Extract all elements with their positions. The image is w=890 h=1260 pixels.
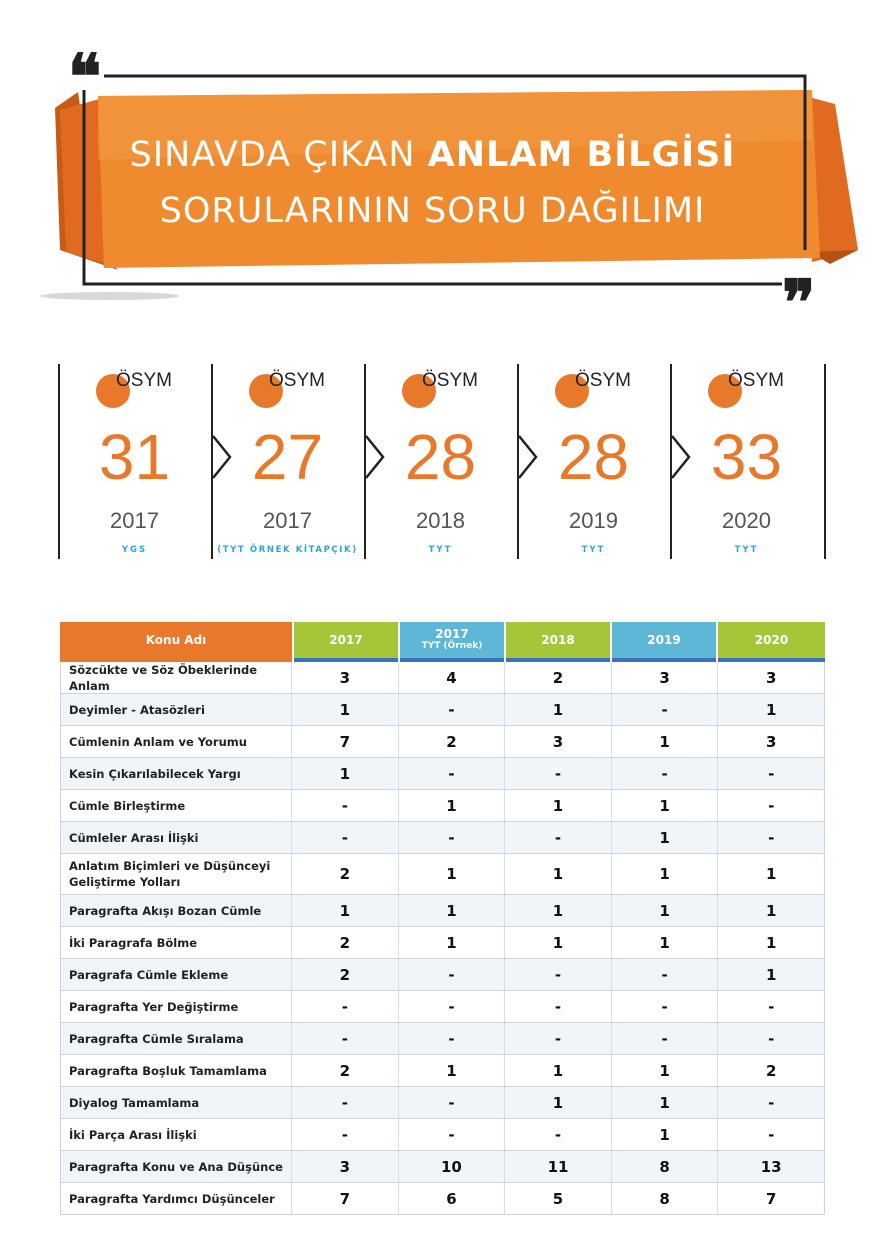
title-banner xyxy=(0,0,890,339)
table-row xyxy=(61,1183,824,1215)
table-row xyxy=(61,1151,824,1183)
question-count-cell: - xyxy=(291,1023,398,1054)
question-count-cell: - xyxy=(291,790,398,821)
question-count-cell: 1 xyxy=(398,790,505,821)
header-sublabel: TYT (Örnek) xyxy=(421,641,483,651)
question-count-cell: 2 xyxy=(291,1055,398,1086)
question-count-cell: - xyxy=(717,991,824,1022)
question-count-cell: - xyxy=(398,1119,505,1150)
table-row xyxy=(61,1055,824,1087)
header-label: 2017 xyxy=(435,627,469,641)
question-count-cell: 1 xyxy=(504,854,611,894)
stat-2020-tyt xyxy=(670,364,823,559)
question-count-cell: 1 xyxy=(611,1087,718,1118)
topic-name: Anlatım Biçimleri ve Düşünceyi Geliştirme Yolları xyxy=(69,859,271,889)
question-count-cell: - xyxy=(611,694,718,725)
question-count-cell: 1 xyxy=(611,1055,718,1086)
table-row xyxy=(61,694,824,726)
stat-number: 33 xyxy=(710,421,783,493)
stat-year: 2018 xyxy=(416,508,465,533)
question-count-cell: 1 xyxy=(611,790,718,821)
question-count-cell: 1 xyxy=(504,927,611,958)
question-count-cell: 2 xyxy=(717,1055,824,1086)
question-count-cell: - xyxy=(717,1119,824,1150)
header-label: 2017 xyxy=(329,633,363,647)
question-count-cell: 7 xyxy=(717,1183,824,1214)
question-count-cell: 10 xyxy=(398,1151,505,1182)
question-count-cell: 3 xyxy=(504,726,611,757)
header-2019 xyxy=(612,622,716,658)
osym-logo xyxy=(402,370,492,410)
osym-logo xyxy=(96,370,186,410)
question-count-cell: - xyxy=(291,1119,398,1150)
question-count-cell: 1 xyxy=(611,927,718,958)
topic-name: Sözcükte ve Söz Öbeklerinde Anlam xyxy=(69,662,258,693)
question-count-cell: - xyxy=(504,822,611,853)
table-row xyxy=(61,758,824,790)
topic-name: Paragrafa Cümle Ekleme xyxy=(69,967,229,982)
stat-year: 2019 xyxy=(569,508,618,533)
header-label: 2018 xyxy=(541,633,575,647)
topic-name: Paragrafta Cümle Sıralama xyxy=(69,1031,244,1046)
osym-logo-label: ÖSYM xyxy=(728,370,784,391)
stat-year: 2017 xyxy=(110,508,159,533)
stat-type: TYT xyxy=(428,545,453,555)
question-count-cell: 2 xyxy=(291,854,398,894)
question-count-cell: - xyxy=(611,959,718,990)
stat-type: (TYT ÖRNEK KİTAPÇIK) xyxy=(217,545,358,555)
banner-title-regular: SINAVDA ÇIKAN xyxy=(129,135,428,175)
question-count-cell: - xyxy=(398,959,505,990)
question-count-cell: 3 xyxy=(611,662,718,693)
osym-logo-label: ÖSYM xyxy=(269,370,325,391)
question-count-cell: - xyxy=(611,1023,718,1054)
question-count-cell: 1 xyxy=(504,895,611,926)
table-row xyxy=(61,822,824,854)
topic-name: İki Parça Arası İlişki xyxy=(69,1127,197,1142)
question-count-cell: - xyxy=(398,991,505,1022)
question-count-cell: - xyxy=(398,758,505,789)
question-count-cell: 1 xyxy=(504,1087,611,1118)
table-row xyxy=(61,991,824,1023)
topic-name: Paragrafta Akışı Bozan Cümle xyxy=(69,903,262,918)
stat-2017-ygs xyxy=(58,364,211,559)
banner-title-bold: ANLAM BİLGİSİ xyxy=(427,135,736,175)
osym-logo xyxy=(708,370,798,410)
question-count-cell: 1 xyxy=(398,927,505,958)
question-count-cell: 2 xyxy=(291,927,398,958)
banner-title xyxy=(60,130,805,242)
question-count-cell: 1 xyxy=(504,790,611,821)
question-count-cell: 5 xyxy=(504,1183,611,1214)
banner-title-line2: SORULARININ SORU DAĞILIMI xyxy=(159,191,706,231)
question-count-cell: - xyxy=(398,1087,505,1118)
close-quote-icon: ❞ xyxy=(782,266,816,339)
table-row xyxy=(61,959,824,991)
question-count-cell: - xyxy=(504,959,611,990)
osym-logo-label: ÖSYM xyxy=(116,370,172,391)
table-row xyxy=(61,662,824,694)
topic-name: İki Paragrafa Bölme xyxy=(69,935,198,950)
question-count-cell: - xyxy=(717,822,824,853)
open-quote-icon: ❝ xyxy=(68,40,102,113)
question-count-cell: 1 xyxy=(291,895,398,926)
header-2020 xyxy=(718,622,825,658)
table-row xyxy=(61,895,824,927)
question-count-cell: - xyxy=(291,822,398,853)
table-row xyxy=(61,927,824,959)
question-count-cell: 3 xyxy=(291,1151,398,1182)
question-count-cell: - xyxy=(504,1119,611,1150)
exam-stats-row xyxy=(58,364,826,559)
question-count-cell: - xyxy=(398,822,505,853)
topic-name: Cümle Birleştirme xyxy=(69,798,186,813)
question-count-cell: 1 xyxy=(611,854,718,894)
question-count-cell: 2 xyxy=(504,662,611,693)
question-count-cell: - xyxy=(717,758,824,789)
question-count-cell: 1 xyxy=(611,726,718,757)
stat-number: 31 xyxy=(98,421,171,493)
stat-type: TYT xyxy=(581,545,606,555)
table-row xyxy=(61,1087,824,1119)
stat-2017-tyt-sample xyxy=(211,364,364,559)
question-count-cell: 4 xyxy=(398,662,505,693)
question-count-cell: - xyxy=(717,1087,824,1118)
table-row xyxy=(61,1119,824,1151)
question-distribution-table xyxy=(60,622,825,1215)
topic-name: Deyimler - Atasözleri xyxy=(69,702,205,717)
question-count-cell: 1 xyxy=(717,694,824,725)
question-count-cell: 2 xyxy=(398,726,505,757)
question-count-cell: 1 xyxy=(398,854,505,894)
question-count-cell: 1 xyxy=(504,694,611,725)
osym-logo xyxy=(249,370,339,410)
question-count-cell: - xyxy=(717,790,824,821)
osym-logo xyxy=(555,370,645,410)
question-count-cell: 1 xyxy=(504,1055,611,1086)
question-count-cell: 1 xyxy=(611,1119,718,1150)
question-count-cell: - xyxy=(611,991,718,1022)
header-2017-tyt-sample xyxy=(400,622,504,658)
stat-type: YGS xyxy=(121,545,148,555)
stat-year: 2017 xyxy=(263,508,312,533)
stat-number: 28 xyxy=(557,421,630,493)
question-count-cell: - xyxy=(611,758,718,789)
table-header xyxy=(60,622,825,662)
question-count-cell: - xyxy=(717,1023,824,1054)
question-count-cell: 1 xyxy=(398,895,505,926)
osym-logo-label: ÖSYM xyxy=(575,370,631,391)
table-row xyxy=(61,726,824,758)
question-count-cell: 1 xyxy=(398,1055,505,1086)
question-count-cell: 3 xyxy=(717,726,824,757)
stat-2018-tyt xyxy=(364,364,517,559)
header-2017 xyxy=(294,622,398,658)
question-count-cell: 13 xyxy=(717,1151,824,1182)
header-label: Konu Adı xyxy=(145,633,207,647)
stat-number: 27 xyxy=(251,421,324,493)
question-count-cell: 6 xyxy=(398,1183,505,1214)
question-count-cell: 7 xyxy=(291,726,398,757)
topic-name: Paragrafta Boşluk Tamamlama xyxy=(69,1063,267,1078)
stat-year: 2020 xyxy=(722,508,771,533)
question-count-cell: - xyxy=(504,758,611,789)
header-label: 2020 xyxy=(754,633,789,647)
question-count-cell: 8 xyxy=(611,1151,718,1182)
question-count-cell: 3 xyxy=(717,662,824,693)
question-count-cell: 1 xyxy=(611,822,718,853)
table-row xyxy=(61,854,824,895)
question-count-cell: - xyxy=(398,694,505,725)
question-count-cell: - xyxy=(398,1023,505,1054)
topic-name: Paragrafta Yardımcı Düşünceler xyxy=(69,1191,275,1206)
question-count-cell: 1 xyxy=(291,694,398,725)
topic-name: Kesin Çıkarılabilecek Yargı xyxy=(69,766,241,781)
table-body xyxy=(60,662,825,1215)
question-count-cell: 11 xyxy=(504,1151,611,1182)
stat-number: 28 xyxy=(404,421,477,493)
topic-name: Paragrafta Yer Değiştirme xyxy=(69,999,239,1014)
table-row xyxy=(61,1023,824,1055)
ribbon-shadow xyxy=(40,292,180,300)
table-row xyxy=(61,790,824,822)
question-count-cell: 1 xyxy=(717,854,824,894)
stat-type: TYT xyxy=(734,545,759,555)
topic-name: Paragrafta Konu ve Ana Düşünce xyxy=(69,1159,283,1174)
topic-name: Cümleler Arası İlişki xyxy=(69,830,199,845)
question-count-cell: 1 xyxy=(611,895,718,926)
question-count-cell: 2 xyxy=(291,959,398,990)
question-count-cell: - xyxy=(291,1087,398,1118)
question-count-cell: 1 xyxy=(717,927,824,958)
question-count-cell: 8 xyxy=(611,1183,718,1214)
question-count-cell: - xyxy=(504,991,611,1022)
topic-name: Diyalog Tamamlama xyxy=(69,1095,200,1110)
question-count-cell: 1 xyxy=(717,895,824,926)
question-count-cell: 3 xyxy=(291,662,398,693)
divider-line xyxy=(824,364,826,559)
stat-2019-tyt xyxy=(517,364,670,559)
header-2018 xyxy=(506,622,610,658)
question-count-cell: - xyxy=(291,991,398,1022)
topic-name: Cümlenin Anlam ve Yorumu xyxy=(69,734,247,749)
question-count-cell: 1 xyxy=(291,758,398,789)
question-count-cell: - xyxy=(504,1023,611,1054)
question-count-cell: 1 xyxy=(717,959,824,990)
header-label: 2019 xyxy=(647,633,681,647)
header-topic xyxy=(60,622,292,658)
question-count-cell: 7 xyxy=(291,1183,398,1214)
osym-logo-label: ÖSYM xyxy=(422,370,478,391)
